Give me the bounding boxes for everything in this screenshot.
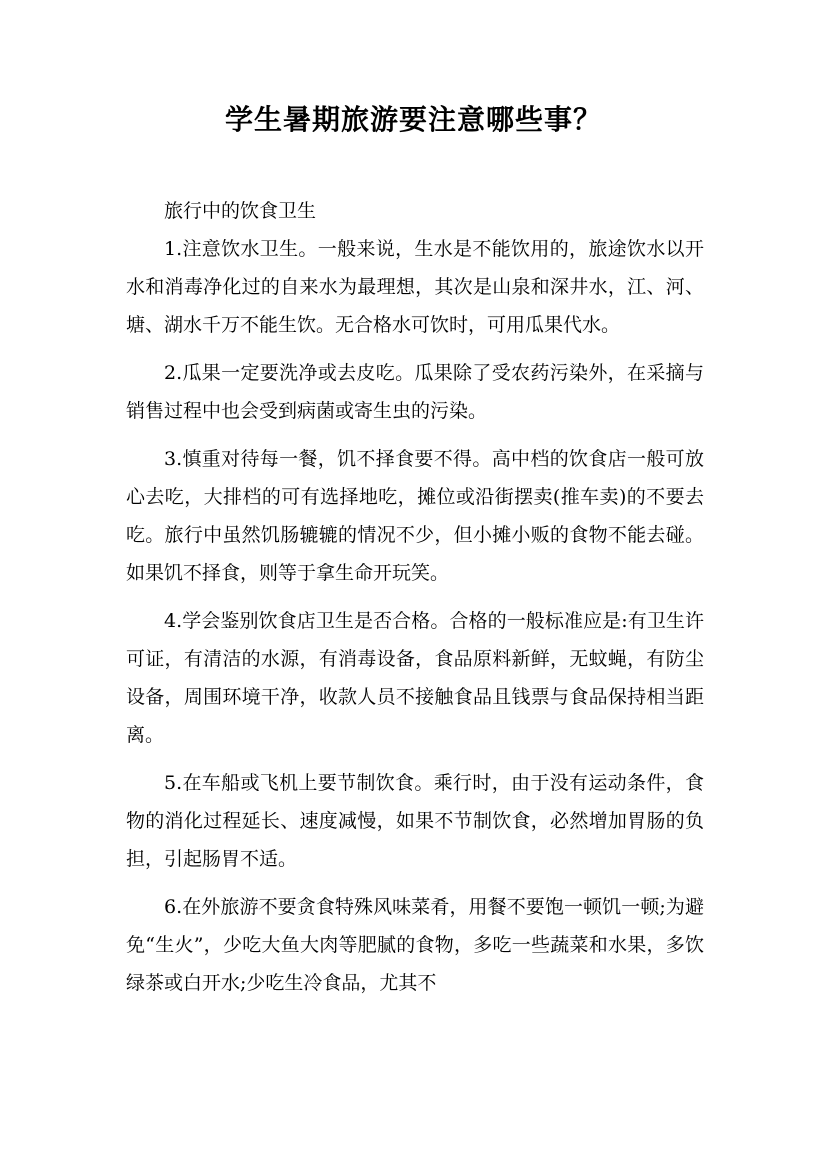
document-title: 学生暑期旅游要注意哪些事？: [224, 103, 602, 136]
paragraph-6: 6.在外旅游不要贪食特殊风味菜肴，用餐不要饱一顿饥一顿;为避免“生火”，少吃大鱼大肉等肥腻的食物，多吃一些蔬菜和水果，多饮绿茶或白开水;少吃生冷食品，尤其不: [126, 896, 704, 994]
paragraph-4: 4.学会鉴别饮食店卫生是否合格。合格的一般标准应是:有卫生许可证，有清洁的水源，有消毒设备，食品原料新鲜，无蚊蝇，有防尘设备，周围环境干净，收款人员不接触食品且钱票与食品保持相当距离。: [126, 610, 704, 746]
paragraph-5: 5.在车船或飞机上要节制饮食。乘行时，由于没有运动条件，食物的消化过程延长、速度减慢，如果不节制饮食，必然增加胃肠的负担，引起肠胃不适。: [126, 772, 704, 870]
paragraph-1: 1.注意饮水卫生。一般来说，生水是不能饮用的，旅途饮水以开水和消毒净化过的自来水为最理想，其次是山泉和深井水，江、河、塘、湖水千万不能生饮。无合格水可饮时，可用瓜果代水。: [126, 238, 704, 336]
paragraph-3: 3.慎重对待每一餐，饥不择食要不得。高中档的饮食店一般可放心去吃，大排档的可有选择地吃，摊位或沿街摆卖(推车卖)的不要去吃。旅行中虽然饥肠辘辘的情况不少，但小摊小贩的食物不能去碰。如果饥不择食，则等于拿生命开玩笑。: [126, 448, 704, 584]
paragraph-2: 2.瓜果一定要洗净或去皮吃。瓜果除了受农药污染外，在采摘与销售过程中也会受到病菌或寄生虫的污染。: [126, 362, 704, 422]
section-heading: 旅行中的饮食卫生: [164, 200, 317, 222]
document-body: [126, 192, 704, 1002]
